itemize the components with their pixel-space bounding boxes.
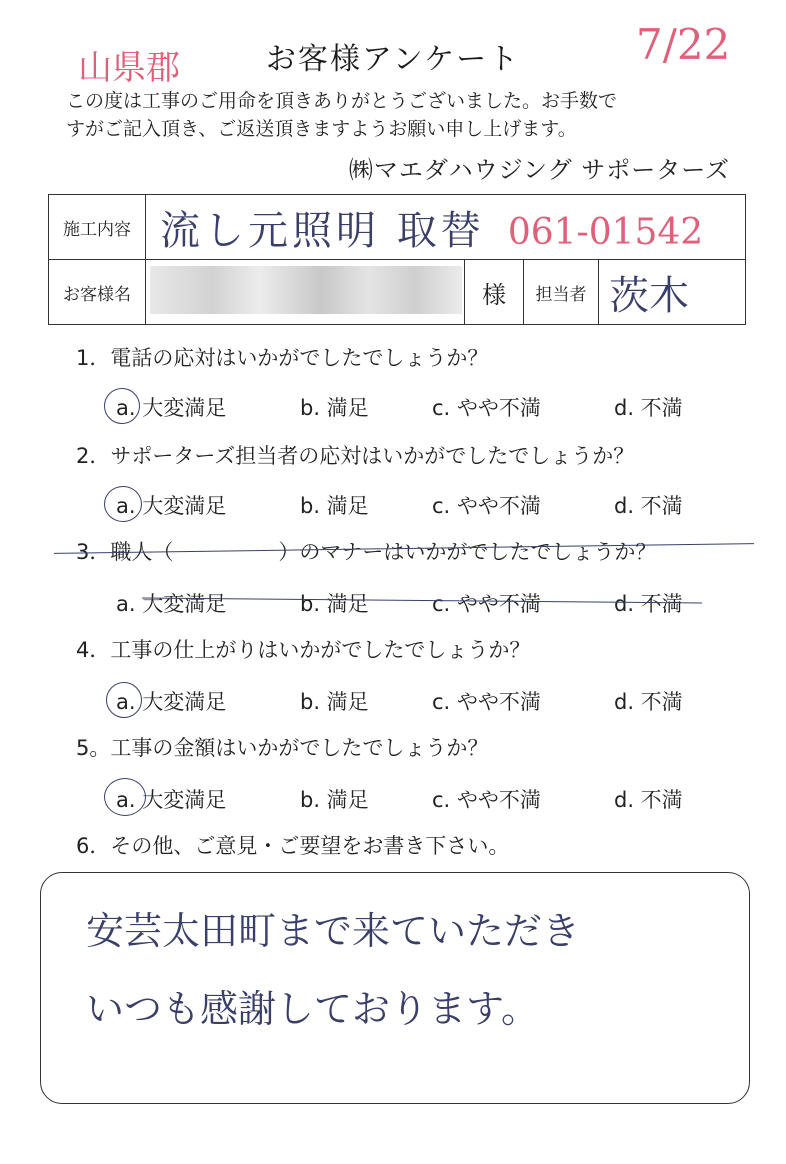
q2-answer-circle [104,486,142,522]
q1-answer-circle [104,388,140,424]
work-detail-handwritten: 流し元照明 取替 [160,207,485,254]
q1-option-c: c. やや不満 [432,396,541,420]
q4-option-d: d. 不満 [614,690,683,714]
company-name: ㈱マエダハウジング サポーターズ [348,156,730,184]
info-table [48,194,746,325]
q2-option-b: b. 満足 [300,494,369,518]
intro-line-1: この度は工事のご用命を頂きありがとうございました。お手数で [66,90,618,112]
q4-answer-circle [106,682,142,718]
customer-name-cell [146,260,465,325]
q5-option-b: b. 満足 [300,788,369,812]
comment-line-1: 安芸太田町まで来ていただき [86,909,581,953]
q1-option-d: d. 不満 [614,396,683,420]
q1-option-b: b. 満足 [300,396,369,420]
q2-option-c: c. やや不満 [432,494,541,518]
q1-option-a: a. 大変満足 [116,396,227,420]
comment-line-2: いつも感謝しております。 [86,987,539,1031]
question-3: 3．職人（ ）のマナーはいかがでしたでしょうか？ [76,540,657,564]
form-title: お客様アンケート [265,42,521,77]
customer-name-redacted [150,266,462,314]
question-5: 5。工事の金額はいかがでしたでしょうか？ [76,736,489,760]
staff-handwritten: 茨木 [609,272,689,319]
q5-option-c: c. やや不満 [432,788,541,812]
q5-answer-circle [104,778,146,816]
q4-option-c: c. やや不満 [432,690,541,714]
work-number-handwritten: 061-01542 [507,211,704,253]
q5-option-d: d. 不満 [614,788,683,812]
question-6: 6．その他、ご意見・ご要望をお書き下さい。 [76,834,510,858]
question-1: 1．電話の応対はいかがでしたでしょうか？ [76,346,489,370]
question-4: 4．工事の仕上がりはいかがでしたでしょうか？ [76,638,531,662]
staff-cell [599,260,746,325]
q2-option-d: d. 不満 [614,494,683,518]
honorific-cell: 様 [465,260,524,325]
work-label: 施工内容 [49,195,146,260]
q4-option-b: b. 満足 [300,690,369,714]
q5-option-a: a. 大変満足 [116,788,227,812]
q4-option-a: a. 大変満足 [116,690,227,714]
staff-label: 担当者 [524,260,599,325]
q3-option-b: b. 満足 [300,592,369,616]
q2-option-a: a. 大変満足 [116,494,227,518]
district-handwritten: 山県郡 [78,48,180,88]
question-2: 2．サポーターズ担当者の応対はいかがでしたでしょうか？ [76,444,635,468]
work-cell [146,195,746,260]
intro-line-2: すがご記入頂き、ご返送頂きますようお願い申し上げます。 [66,118,577,140]
date-handwritten: 7/22 [636,20,731,69]
customer-label: お客様名 [49,260,146,325]
q3-option-d: d. 不満 [614,592,683,616]
q3-option-a: a. 大変満足 [116,592,227,616]
q3-option-c: c. やや不満 [432,592,541,616]
